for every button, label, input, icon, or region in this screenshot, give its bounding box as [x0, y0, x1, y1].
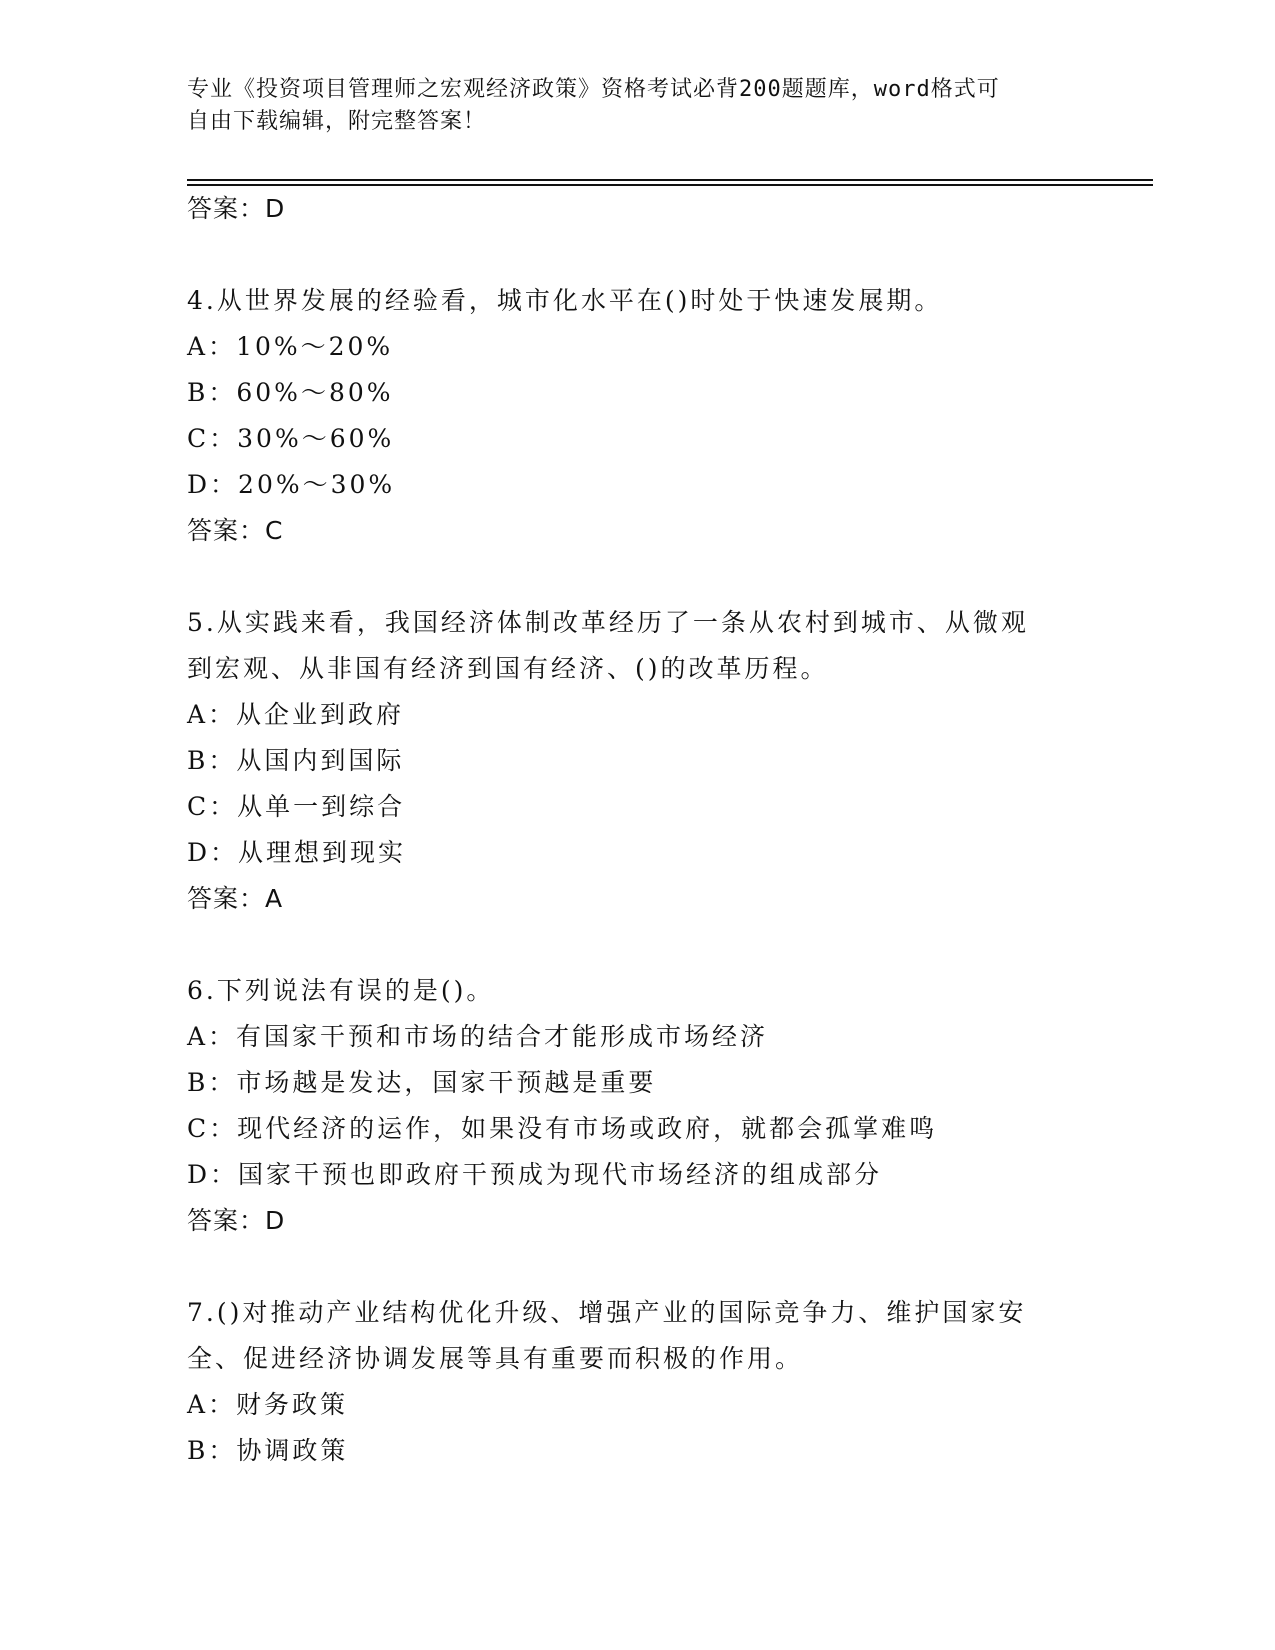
- question-4-option-c: C：30%～60%: [187, 424, 395, 453]
- header-line-1: 专业《投资项目管理师之宏观经济政策》资格考试必背200题题库，word格式可: [187, 77, 1000, 102]
- question-7: [187, 1290, 1087, 1474]
- spacer: [187, 554, 1087, 600]
- spacer: [187, 922, 1087, 968]
- question-5-option-a: A：从企业到政府: [187, 700, 405, 729]
- question-5-option-d: D：从理想到现实: [187, 838, 407, 867]
- question-6-stem: 6.下列说法有误的是()。: [187, 976, 495, 1005]
- header-rule-top: [187, 179, 1153, 181]
- page-header: [187, 74, 1067, 138]
- question-5-answer: 答案：A: [187, 884, 284, 913]
- question-7-stem-line-1: 7.()对推动产业结构优化升级、增强产业的国际竞争力、维护国家安: [187, 1298, 1027, 1327]
- question-6: [187, 968, 1087, 1244]
- question-5: [187, 600, 1087, 922]
- question-5-stem-line-2: 到宏观、从非国有经济到国有经济、()的改革历程。: [187, 654, 829, 683]
- question-6-option-a: A：有国家干预和市场的结合才能形成市场经济: [187, 1022, 769, 1051]
- spacer: [187, 232, 1087, 278]
- question-7-option-a: A：财务政策: [187, 1390, 349, 1419]
- question-6-option-b: B：市场越是发达，国家干预越是重要: [187, 1068, 657, 1097]
- question-4-option-a: A：10%～20%: [187, 332, 394, 361]
- question-4-stem: 4.从世界发展的经验看，城市化水平在()时处于快速发展期。: [187, 286, 943, 315]
- question-4-answer: 答案：C: [187, 516, 284, 545]
- question-5-stem-line-1: 5.从实践来看，我国经济体制改革经历了一条从农村到城市、从微观: [187, 608, 1029, 637]
- question-7-stem-line-2: 全、促进经济协调发展等具有重要而积极的作用。: [187, 1344, 804, 1373]
- question-7-option-b: B：协调政策: [187, 1436, 349, 1465]
- answer-previous: 答案：D: [187, 194, 286, 223]
- question-5-option-b: B：从国内到国际: [187, 746, 405, 775]
- question-4: [187, 278, 1087, 554]
- question-4-option-d: D：20%～30%: [187, 470, 396, 499]
- question-6-option-c: C：现代经济的运作，如果没有市场或政府，就都会孤掌难鸣: [187, 1114, 938, 1143]
- question-4-option-b: B：60%～80%: [187, 378, 394, 407]
- question-6-answer: 答案：D: [187, 1206, 286, 1235]
- question-content: [187, 186, 1087, 1474]
- spacer: [187, 1244, 1087, 1290]
- question-5-option-c: C：从单一到综合: [187, 792, 406, 821]
- header-line-2: 自由下载编辑，附完整答案！: [187, 109, 487, 134]
- question-6-option-d: D：国家干预也即政府干预成为现代市场经济的组成部分: [187, 1160, 883, 1189]
